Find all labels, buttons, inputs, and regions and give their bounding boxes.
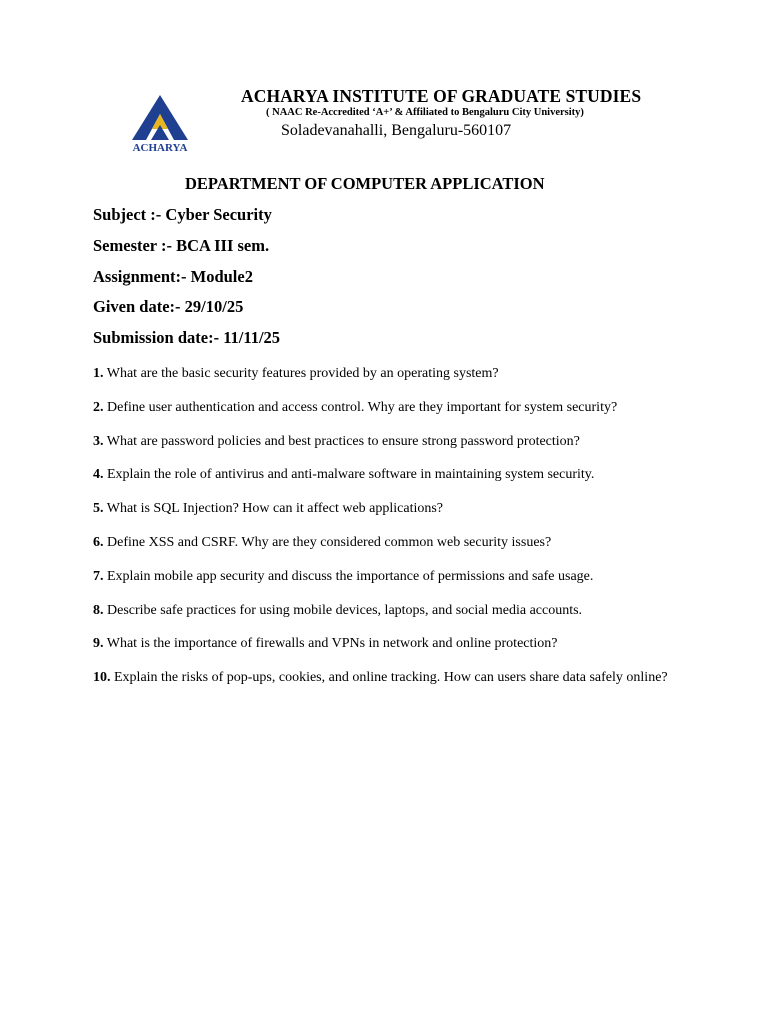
question-number: 6. [93, 534, 104, 550]
question-number: 8. [93, 602, 104, 618]
assignment-line: Assignment:- Module2 [93, 266, 253, 286]
semester-line: Semester :- BCA III sem. [93, 235, 270, 255]
acharya-logo [124, 93, 196, 155]
question-item [93, 636, 683, 652]
question-text: Define XSS and CSRF. Why are they considered common web security issues? [107, 534, 552, 550]
question-text: Explain the risks of pop-ups, cookies, and online tracking. How can users share data safely online? [114, 670, 668, 686]
question-item [93, 366, 683, 382]
institute-address: Soladevanahalli, Bengaluru-560107 [281, 122, 512, 139]
question-number: 4. [93, 467, 104, 483]
logo-wordmark: ACHARYA [132, 142, 188, 154]
question-text: Explain mobile app security and discuss the importance of permissions and safe usage. [107, 568, 594, 584]
question-text: What is SQL Injection? How can it affect web applications? [106, 501, 444, 517]
subject-line: Subject :- Cyber Security [93, 205, 272, 224]
question-text: What is the importance of firewalls and VPNs in network and online protection? [106, 636, 558, 652]
given-date-line: Given date:- 29/10/25 [93, 297, 244, 317]
question-number: 2. [93, 399, 104, 415]
question-item [93, 569, 683, 585]
submission-date-line: Submission date:- 11/11/25 [93, 328, 281, 348]
question-text: What are the basic security features provided by an operating system? [106, 366, 499, 381]
question-text: Describe safe practices for using mobile devices, laptops, and social media accounts. [107, 602, 583, 618]
question-list [93, 366, 683, 704]
department-title: DEPARTMENT OF COMPUTER APPLICATION [185, 174, 545, 193]
assignment-details [93, 204, 280, 358]
question-text: What are password policies and best practices to ensure strong password protection? [106, 433, 580, 449]
question-number: 7. [93, 568, 104, 584]
question-number: 3. [93, 433, 104, 449]
institute-name: ACHARYA INSTITUTE OF GRADUATE STUDIES [241, 86, 642, 106]
accreditation-line: ( NAAC Re-Accredited ‘A+’ & Affiliated to Bengaluru City University) [266, 107, 584, 118]
question-item [93, 670, 683, 686]
question-number: 5. [93, 501, 104, 517]
question-item [93, 467, 683, 483]
question-item [93, 501, 683, 517]
question-item [93, 400, 683, 416]
question-number: 9. [93, 636, 104, 652]
question-text: Define user authentication and access control. Why are they important for system security? [107, 399, 618, 415]
question-number: 1. [93, 366, 104, 381]
acharya-logo-mark [124, 93, 196, 155]
question-item [93, 434, 683, 450]
question-number: 10. [93, 670, 111, 686]
question-text: Explain the role of antivirus and anti-malware software in maintaining system security. [107, 467, 595, 483]
question-item [93, 535, 683, 551]
question-item [93, 603, 683, 619]
